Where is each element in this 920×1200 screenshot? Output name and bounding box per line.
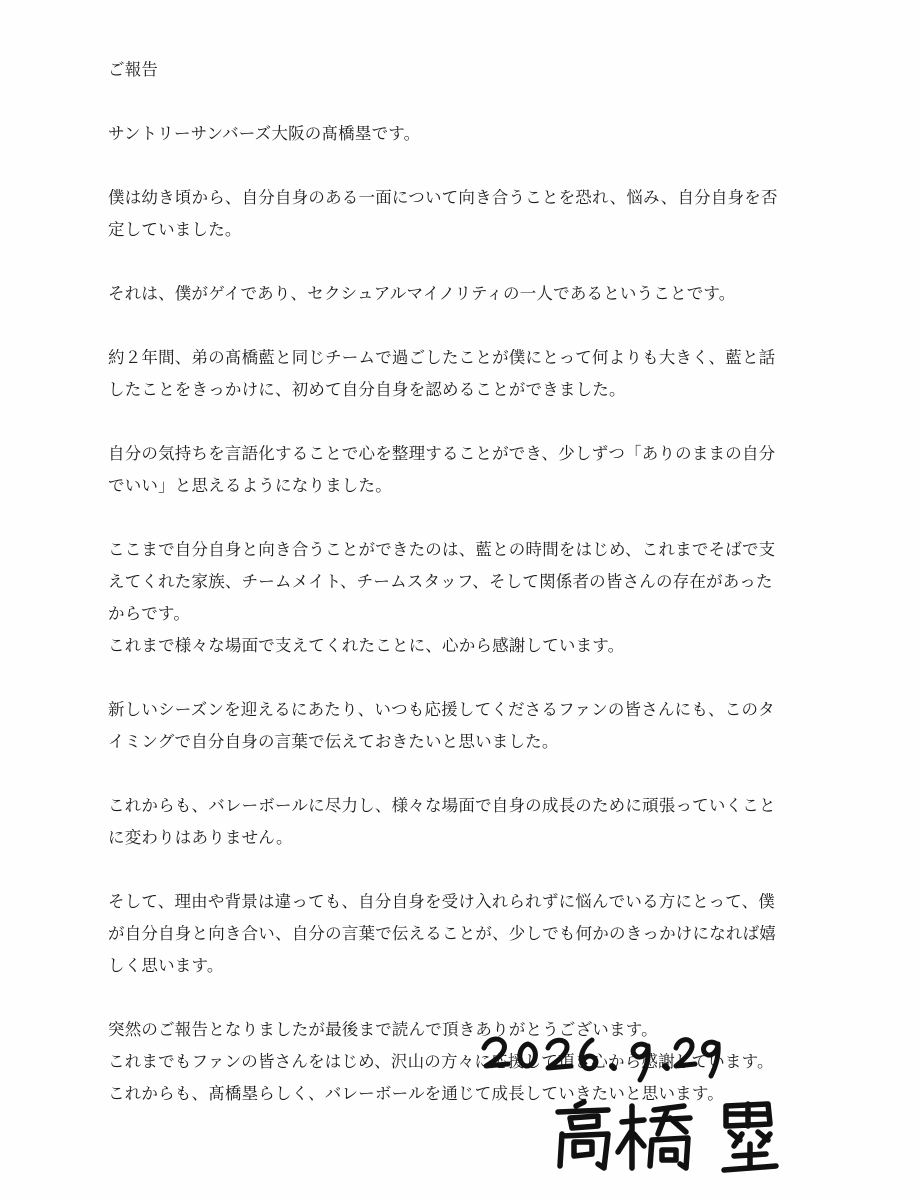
paragraph-line: ここまで自分自身と向き合うことができたのは、藍との時間をはじめ、これまでそばで支 (108, 540, 776, 559)
paragraph-line: 約２年間、弟の髙橋藍と同じチームで過ごしたことが僕にとって何よりも大きく、藍と話 (108, 348, 776, 367)
paragraph-line: イミングで自分自身の言葉で伝えておきたいと思いました。 (108, 732, 559, 751)
letter-paragraphs (108, 118, 808, 1110)
letter-paragraph (108, 534, 808, 662)
paragraph-line: これまでもファンの皆さんをはじめ、沢山の方々に応援して頂き心から感謝しています。 (108, 1052, 774, 1071)
letter-paragraph (108, 182, 808, 246)
letter-paragraph (108, 694, 808, 758)
paragraph-line: 新しいシーズンを迎えるにあたり、いつも応援してくださるファンの皆さんにも、このタ (108, 700, 775, 719)
paragraph-line: これまで様々な場面で支えてくれたことに、心から感謝しています。 (108, 636, 625, 655)
paragraph-line: サントリーサンバーズ大阪の髙橋塁です。 (108, 124, 421, 143)
letter-paragraph (108, 886, 808, 982)
letter-paragraph (108, 118, 808, 150)
paragraph-line: したことをきっかけに、初めて自分自身を認めることができました。 (108, 380, 626, 399)
signature (558, 1102, 776, 1170)
paragraph-line: 僕は幼き頃から、自分自身のある一面について向き合うことを恐れ、悩み、自分自身を否 (108, 188, 778, 207)
letter-heading: ご報告 (108, 60, 159, 79)
paragraph-line: えてくれた家族、チームメイト、チームスタッフ、そして関係者の皆さんの存在があった (108, 572, 773, 591)
paragraph-line: に変わりはありません。 (108, 828, 293, 847)
paragraph-line: しく思います。 (108, 956, 224, 975)
paragraph-line: そして、理由や背景は違っても、自分自身を受け入れられずに悩んでいる方にとって、僕 (108, 892, 776, 911)
letter-paragraph (108, 438, 808, 502)
paragraph-line: でいい」と思えるようになりました。 (108, 476, 392, 495)
paragraph-line: それは、僕がゲイであり、セクシュアルマイノリティの一人であるということです。 (108, 284, 736, 303)
paragraph-line: が自分自身と向き合い、自分の言葉で伝えることが、少しでも何かのきっかけになれば嬉 (108, 924, 776, 943)
paragraph-line: 定していました。 (108, 220, 242, 239)
letter-paragraph (108, 342, 808, 406)
paragraph-line: 突然のご報告となりましたが最後まで読んで頂きありがとうございます。 (108, 1020, 658, 1039)
paragraph-line: 自分の気持ちを言語化することで心を整理することができ、少しずつ「ありのままの自分 (108, 444, 776, 463)
paragraph-line: これからも、バレーボールに尽力し、様々な場面で自身の成長のために頑張っていくこと (108, 796, 776, 815)
paragraph-line: これからも、髙橋塁らしく、バレーボールを通じて成長していきたいと思います。 (108, 1084, 724, 1103)
letter-paragraph (108, 790, 808, 854)
paragraph-line: からです。 (108, 604, 191, 623)
letter-body (108, 54, 808, 1110)
letter-paragraph (108, 1014, 808, 1110)
letter-paragraph (108, 278, 808, 310)
